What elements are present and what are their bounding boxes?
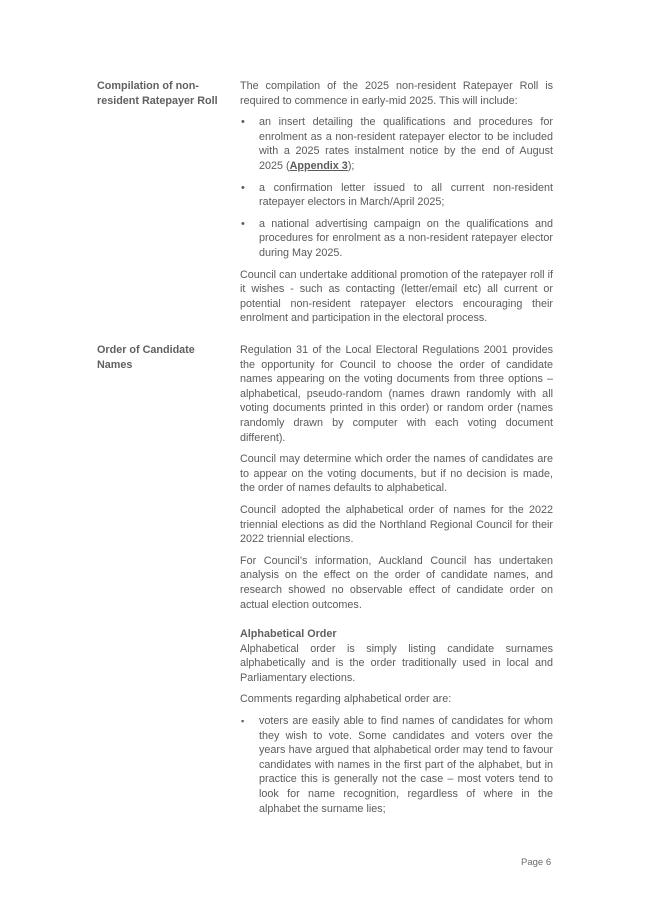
paragraph: Comments regarding alphabetical order are: (240, 693, 452, 706)
paragraph: Council adopted the alphabetical order of names for the 2022 triennial elections as did the Northland Regional Council for their 2022 triennial elections. (240, 503, 553, 546)
list-item (240, 181, 553, 210)
subsection-heading: Alphabetical Order (240, 628, 337, 641)
paragraph: Council may determine which order the names of candidates are to appear on the voting documents, but if no decision is made, the order of names defaults to alphabetical. (240, 453, 553, 495)
paragraph-text: Alphabetical order is simply listing candidate surnames alphabetically and is the order traditionally used in local and Parliamentary elections. (240, 642, 553, 684)
bullet-dot-icon (241, 115, 245, 130)
paragraph: Regulation 31 of the Local Electoral Regulations 2001 provides the opportunity for Council to choose the order of candidate names appearing on the voting documents from three options – alphabetical, pseudo-random (names drawn randomly with all voting documents printed in this order) or random order (names randomly drawn by computer with each voting document different). (240, 344, 553, 444)
bullet-dot-icon (241, 217, 245, 232)
appendix-link[interactable]: Appendix 3 (289, 159, 348, 172)
page-number: Page 6 (521, 857, 552, 868)
bullet-dot-icon (241, 181, 245, 196)
list-item (240, 217, 553, 261)
section-body-order (240, 343, 553, 823)
list-item-text: a national advertising campaign on the qualifications and procedures for enrolment as a non-resident ratepayer elector during May 2025. (259, 217, 553, 259)
section-label-order: Order of Candidate Names (97, 344, 195, 371)
paragraph: For Council’s information, Auckland Council has undertaken analysis on the effect on the order of candidate names, and research showed no observable effect of candidate order on actual election outcomes. (240, 554, 553, 611)
bullet-square-icon (241, 714, 244, 729)
list-item (240, 714, 553, 816)
paragraph-closing: Council can undertake additional promotion of the ratepayer roll if it wishes - such as contacting (letter/email etc) all current or potential non-resident ratepayer electors encouraging their enrolment and participation in the electoral process. (240, 268, 553, 325)
list-item-text-end: ); (347, 159, 355, 172)
bullet-list-alphabetical (240, 714, 553, 816)
list-item-text: an insert detailing the qualifications and procedures for enrolment as a non-resident ratepayer elector to be included with a 2025 rates instalment notice by the end of August 2025 ( (259, 116, 553, 172)
subsection-alphabetical (240, 627, 553, 685)
list-item-text: a confirmation letter issued to all current non-resident ratepayer electors in March/April 2025; (259, 181, 553, 209)
section-label-compilation: Compilation of non-resident Ratepayer Roll (97, 80, 218, 107)
bullet-list-compilation (240, 115, 553, 260)
section-body-compilation (240, 79, 553, 333)
list-item (240, 115, 553, 173)
paragraph-intro: The compilation of the 2025 non-resident Ratepayer Roll is required to commence in early-mid 2025. This will include: (240, 80, 553, 107)
list-item-text: voters are easily able to find names of candidates for whom they wish to vote. Some candidates and voters over the years have argued that alphabetical order may tend to favour candidates with names in the first part of the alphabet, but in practice this is generally not the case – most voters tend to look for name recognition, regardless of where in the alphabet the surname lies; (259, 715, 553, 815)
